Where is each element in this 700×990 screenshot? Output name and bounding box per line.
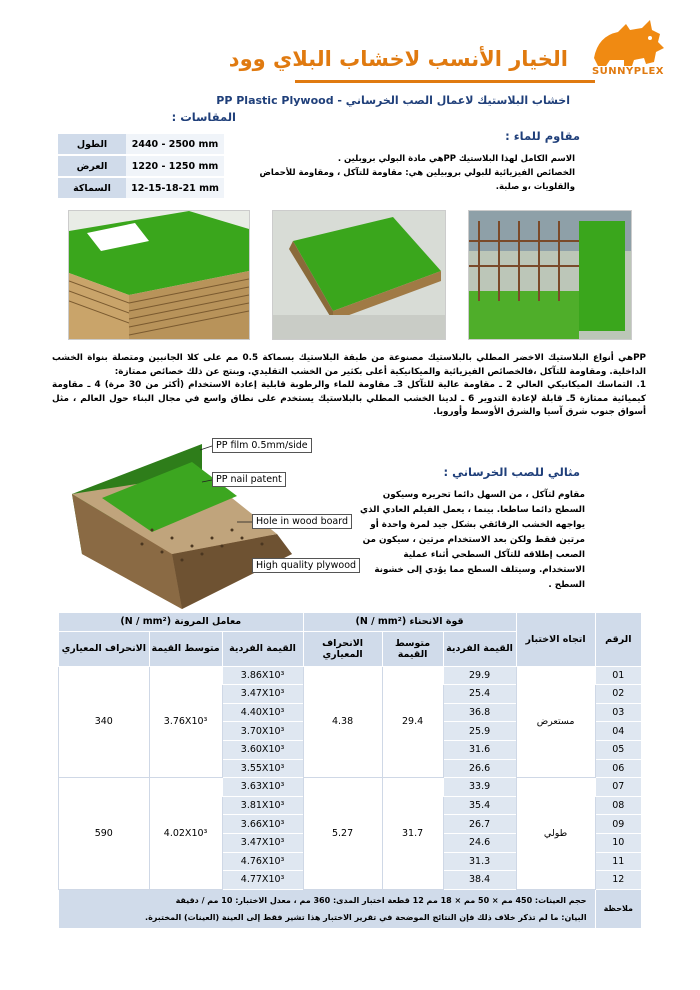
row-number: 08	[595, 796, 641, 815]
header-elastic-modulus: معامل المرونة (N / mm²)	[59, 613, 304, 632]
water-resistant-text	[230, 152, 575, 194]
row-number: 07	[595, 778, 641, 797]
header-average: متوسط القيمة	[382, 631, 443, 666]
elastic-individual-value: 3.47X10³	[222, 833, 303, 852]
bending-individual-value: 25.4	[443, 685, 516, 704]
elastic-individual-value: 3.55X10³	[222, 759, 303, 778]
header-std: الانحراف المعياري	[59, 631, 150, 666]
note-line: البيان: ما لم تذكر خلاف ذلك فإن النتائج الموضحة في تقرير الاختبار هذا تشير فقط إلى العينة (العينات) المختبرة.	[145, 912, 587, 922]
row-number: 04	[595, 722, 641, 741]
bending-individual-value: 38.4	[443, 871, 516, 890]
note-label: ملاحظة	[595, 889, 641, 928]
dimensions-heading: المقاسات :	[171, 110, 236, 124]
concrete-casting-heading: مثالي للصب الخرساني :	[443, 465, 580, 479]
page-title: الخيار الأنسب لاخشاب البلاي وود	[228, 47, 568, 71]
row-number: 11	[595, 852, 641, 871]
dimension-label: الطول	[58, 134, 126, 155]
concrete-casting-text: مقاوم لتآكل ، من السهل دائما تحريره وسيكون السطح دائما ساطعا. بينما ، يعمل الفيلم العادي الذي يواجهه الخشب الرقائقي بشكل جيد لمرة واحدة أو مرتين فقط ولكن بعد الاستخدام مرتين ، سيكون من الصعب إطلاقه للتآكل السطحي أثناء عملية الاستخدام. وسيتلف السطح مما يؤدي إلى خشونة السطح .	[360, 490, 585, 590]
dimension-label: العرض	[58, 155, 126, 177]
dimension-value: 12-15-18-21 mm	[126, 177, 224, 199]
header-direction: اتجاه الاختبار	[516, 613, 595, 667]
elastic-individual-value: 3.63X10³	[222, 778, 303, 797]
row-number: 06	[595, 759, 641, 778]
table-row	[59, 666, 642, 685]
bending-individual-value: 26.6	[443, 759, 516, 778]
row-number: 09	[595, 815, 641, 834]
row-number: 02	[595, 685, 641, 704]
header-individual: القيمة الفردية	[443, 631, 516, 666]
bending-individual-value: 29.9	[443, 666, 516, 685]
description-line: PPهي أنواع البلاستيك الاخضر المطلي بالبلاستيك مصنوعة من طبقة البلاستيك بسماكة 0.5 مم على كلا الجانبين ومتصلة بنواة الخشب الداخلية. ومقاومة للتآكل ،فالخصائص الفيزيائية والميكانيكية أعلى بكثير من الخشب التقليدي. وينتج عن ذلك خصائص ممتازة:	[52, 353, 646, 377]
bending-average: 31.7	[382, 778, 443, 890]
row-number: 03	[595, 703, 641, 722]
elastic-individual-value: 3.60X10³	[222, 740, 303, 759]
bending-individual-value: 26.7	[443, 815, 516, 834]
bending-average: 29.4	[382, 666, 443, 778]
elastic-individual-value: 4.76X10³	[222, 852, 303, 871]
bending-individual-value: 25.9	[443, 722, 516, 741]
header-individual: القيمة الفردية	[222, 631, 303, 666]
elastic-std: 590	[59, 778, 150, 890]
diagram-label-plywood: High quality plywood	[252, 558, 360, 573]
elastic-individual-value: 3.70X10³	[222, 722, 303, 741]
brand-name: SUNNYPLEX	[591, 66, 665, 77]
row-number: 10	[595, 833, 641, 852]
elastic-individual-value: 3.66X10³	[222, 815, 303, 834]
water-line: الاسم الكامل لهذا البلاستيك PPهي مادة البولي بروبلين .	[337, 154, 575, 164]
note-line: حجم العينات: 450 مم × 50 مم × 18 مم 12 قطعة اختبار المدى: 360 مم ، معدل الاختبار: 10 مم / دقيقة	[175, 895, 587, 905]
bending-individual-value: 36.8	[443, 703, 516, 722]
test-direction: مستعرض	[516, 666, 595, 778]
elastic-average: 3.76X10³	[149, 666, 222, 778]
diagram-label-nail: PP nail patent	[212, 472, 286, 487]
header-std: الانحراف المعياري	[303, 631, 382, 666]
header-bending-strength: قوة الانحناء (N / mm²)	[303, 613, 516, 632]
dimension-value: 2440 - 2500 mm	[126, 134, 224, 155]
page-subtitle: اخشاب البلاستيك لاعمال الصب الخرساني - PP Plastic Plywood	[216, 94, 570, 107]
bending-std: 4.38	[303, 666, 382, 778]
elastic-std: 340	[59, 666, 150, 778]
water-resistant-heading: مقاوم للماء :	[505, 129, 580, 143]
dimension-row	[58, 155, 224, 177]
dimensions-table	[58, 134, 224, 200]
elastic-individual-value: 3.81X10³	[222, 796, 303, 815]
layer-diagram	[62, 434, 357, 609]
row-number: 05	[595, 740, 641, 759]
elastic-individual-value: 3.86X10³	[222, 666, 303, 685]
diagram-label-hole: Hole in wood board	[252, 514, 352, 529]
test-direction: طولي	[516, 778, 595, 890]
green-plywood-sheet-photo	[272, 210, 446, 340]
title-underline	[295, 80, 595, 83]
plywood-stack-photo	[68, 210, 250, 340]
test-results-table	[58, 612, 642, 929]
construction-site-photo	[468, 210, 632, 340]
elastic-individual-value: 4.40X10³	[222, 703, 303, 722]
dimension-label: السماكة	[58, 177, 126, 199]
dimension-row	[58, 177, 224, 199]
note-text	[59, 889, 596, 928]
bending-individual-value: 24.6	[443, 833, 516, 852]
table-row	[59, 778, 642, 797]
elastic-individual-value: 4.77X10³	[222, 871, 303, 890]
row-number: 12	[595, 871, 641, 890]
features-line: 1. التماسك الميكانيكي العالي 2 ـ مقاومة عالية للتآكل 3ـ مقاومة للماء والرطوبة قابلية إعادة الاستخدام (أكثر من 30 مرة) 4 ـ مقاومة كيميائية ممتازة 5ـ قابلة لإعادة التدوير 6 ـ لدينا الخشب المطلي بالبلاستيك يستخدم على نطاق واسع في مجال البناء حول العالم ، مثل أسواق جنوب شرق آسيا والشرق الأوسط وأوروبا.	[52, 380, 646, 417]
elastic-average: 4.02X10³	[149, 778, 222, 890]
bending-std: 5.27	[303, 778, 382, 890]
diagram-label-film: PP film 0.5mm/side	[212, 438, 312, 453]
bending-individual-value: 35.4	[443, 796, 516, 815]
elastic-individual-value: 3.47X10³	[222, 685, 303, 704]
row-number: 01	[595, 666, 641, 685]
bending-individual-value: 33.9	[443, 778, 516, 797]
bending-individual-value: 31.3	[443, 852, 516, 871]
bending-individual-value: 31.6	[443, 740, 516, 759]
header-number: الرقم	[595, 613, 641, 667]
product-description	[52, 352, 646, 420]
water-line: الخصائص الفيزيائية للبولي بروبيلين هي: مقاومة للتآكل ، ومقاومة للأحماض والقلويات ،و صلبة.	[259, 168, 575, 192]
dimension-value: 1220 - 1250 mm	[126, 155, 224, 177]
header-average: متوسط القيمة	[149, 631, 222, 666]
dimension-row	[58, 134, 224, 155]
